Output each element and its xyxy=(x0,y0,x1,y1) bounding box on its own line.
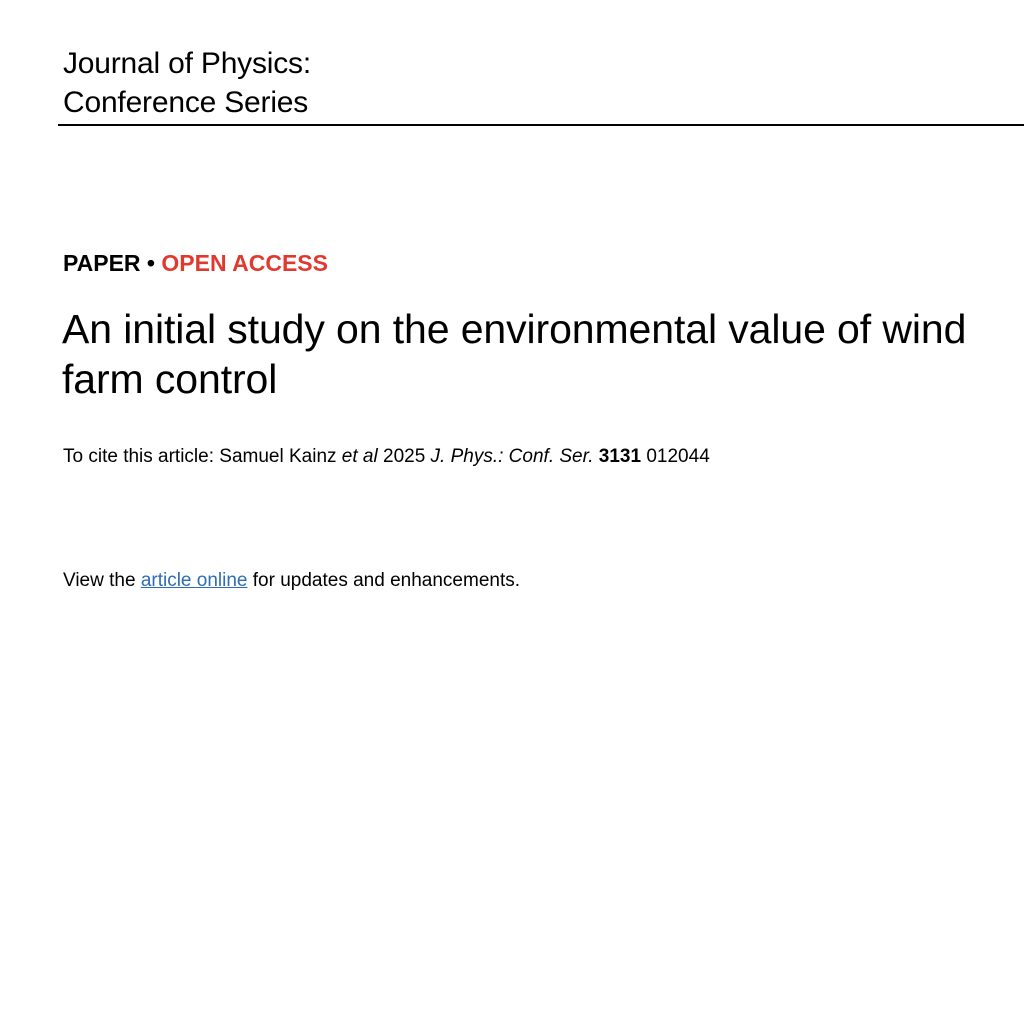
journal-title xyxy=(63,44,311,122)
article-online-link[interactable]: article online xyxy=(140,570,248,591)
citation-year: 2025 xyxy=(377,446,431,467)
citation-line xyxy=(63,445,710,469)
header-divider xyxy=(58,124,1024,126)
citation-prefix: To cite this article: xyxy=(63,446,220,467)
citation-authors: Samuel Kainz xyxy=(219,446,342,467)
journal-title-line-2: Conference Series xyxy=(63,86,309,119)
citation-et-al: et al xyxy=(341,446,378,467)
view-online-suffix: for updates and enhancements. xyxy=(247,570,521,591)
citation-volume: 3131 xyxy=(598,446,642,467)
view-online-prefix: View the xyxy=(63,570,141,591)
article-title: An initial study on the environmental value of wind farm control xyxy=(62,306,967,402)
journal-title-line-1: Journal of Physics: xyxy=(63,47,311,80)
citation-journal: J. Phys.: Conf. Ser. xyxy=(430,446,594,467)
citation-article-number: 012044 xyxy=(641,446,710,467)
open-access-label: OPEN ACCESS xyxy=(161,250,328,276)
view-online-line xyxy=(63,569,520,593)
article-type-label xyxy=(63,249,328,277)
separator-bullet: • xyxy=(140,250,162,276)
paper-label: PAPER xyxy=(63,250,141,276)
